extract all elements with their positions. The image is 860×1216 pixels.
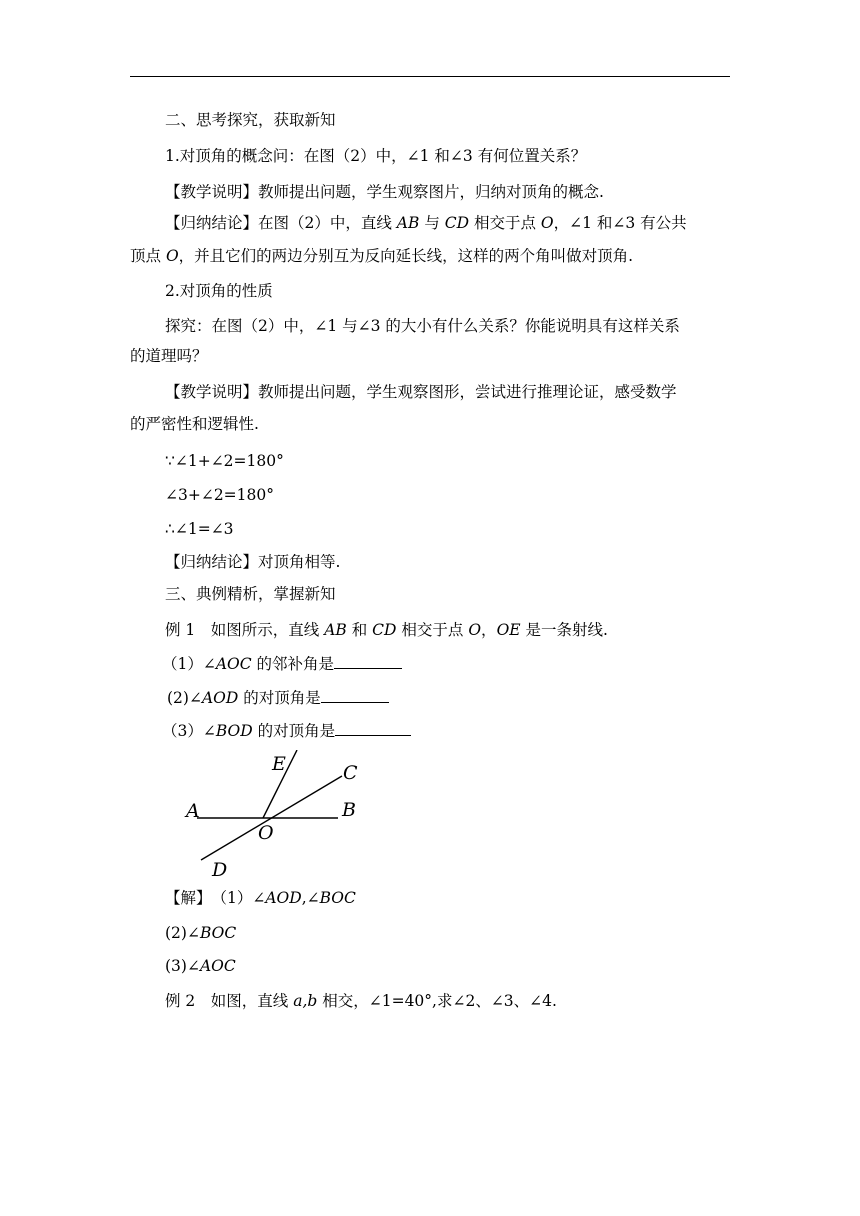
solution-line-3: (3)∠AOC [165,957,236,975]
concept-question: 1.对顶角的概念问：在图（2）中，∠1 和∠3 有何位置关系？ [165,147,587,165]
explore-line-2: 的道理吗？ [130,347,208,365]
equation-1: ∵∠1+∠2=180° [165,452,284,470]
conclusion-2: 【归纳结论】对顶角相等. [165,553,341,571]
equation-3: ∴∠1=∠3 [165,520,234,538]
label-d: D [212,859,228,880]
question-1: （1）∠AOC 的邻补角是 [130,652,762,675]
solution-line-2: (2)∠BOC [165,924,237,942]
question-2: (2)∠AOD 的对顶角是 [130,686,767,709]
explore-line-1: 探究：在图（2）中，∠1 与∠3 的大小有什么关系？你能说明具有这样关系 [165,317,680,335]
label-c: C [343,762,358,784]
label-o: O [258,822,274,844]
answer-blank [335,719,411,736]
property-heading: 2.对顶角的性质 [165,282,273,300]
section-3-title: 三、典例精析，掌握新知 [165,585,336,603]
label-e: E [272,753,286,775]
section-2-title: 二、思考探究，获取新知 [165,111,336,129]
answer-blank [334,652,402,669]
example-2-statement: 例 2 如图，直线 a,b 相交，∠1=40°,求∠2、∠3、∠4. [165,992,557,1010]
label-a: A [186,800,200,822]
header-rule [130,76,730,77]
solution-line-1: 【解】 （1）∠AOD,∠BOC [165,889,356,907]
example-1-statement: 例 1 如图所示，直线 AB 和 CD 相交于点 O，OE 是一条射线. [165,621,608,639]
label-b: B [342,799,356,821]
equation-2: ∠3+∠2=180° [165,486,275,504]
question-3: （3）∠BOD 的对顶角是 [130,719,762,742]
conclusion-1-line-1: 【归纳结论】在图（2）中，直线 AB 与 CD 相交于点 O，∠1 和∠3 有公共 [165,214,687,232]
answer-blank [321,686,389,703]
intersecting-lines-figure [180,750,380,880]
teaching-note-1: 【教学说明】教师提出问题，学生观察图片，归纳对顶角的概念. [165,183,604,201]
teaching-note-2-line-1: 【教学说明】教师提出问题，学生观察图形，尝试进行推理论证，感受数学 [165,383,677,401]
teaching-note-2-line-2: 的严密性和逻辑性. [130,415,259,433]
conclusion-1-line-2: 顶点 O，并且它们的两边分别互为反向延长线，这样的两个角叫做对顶角. [130,247,634,265]
